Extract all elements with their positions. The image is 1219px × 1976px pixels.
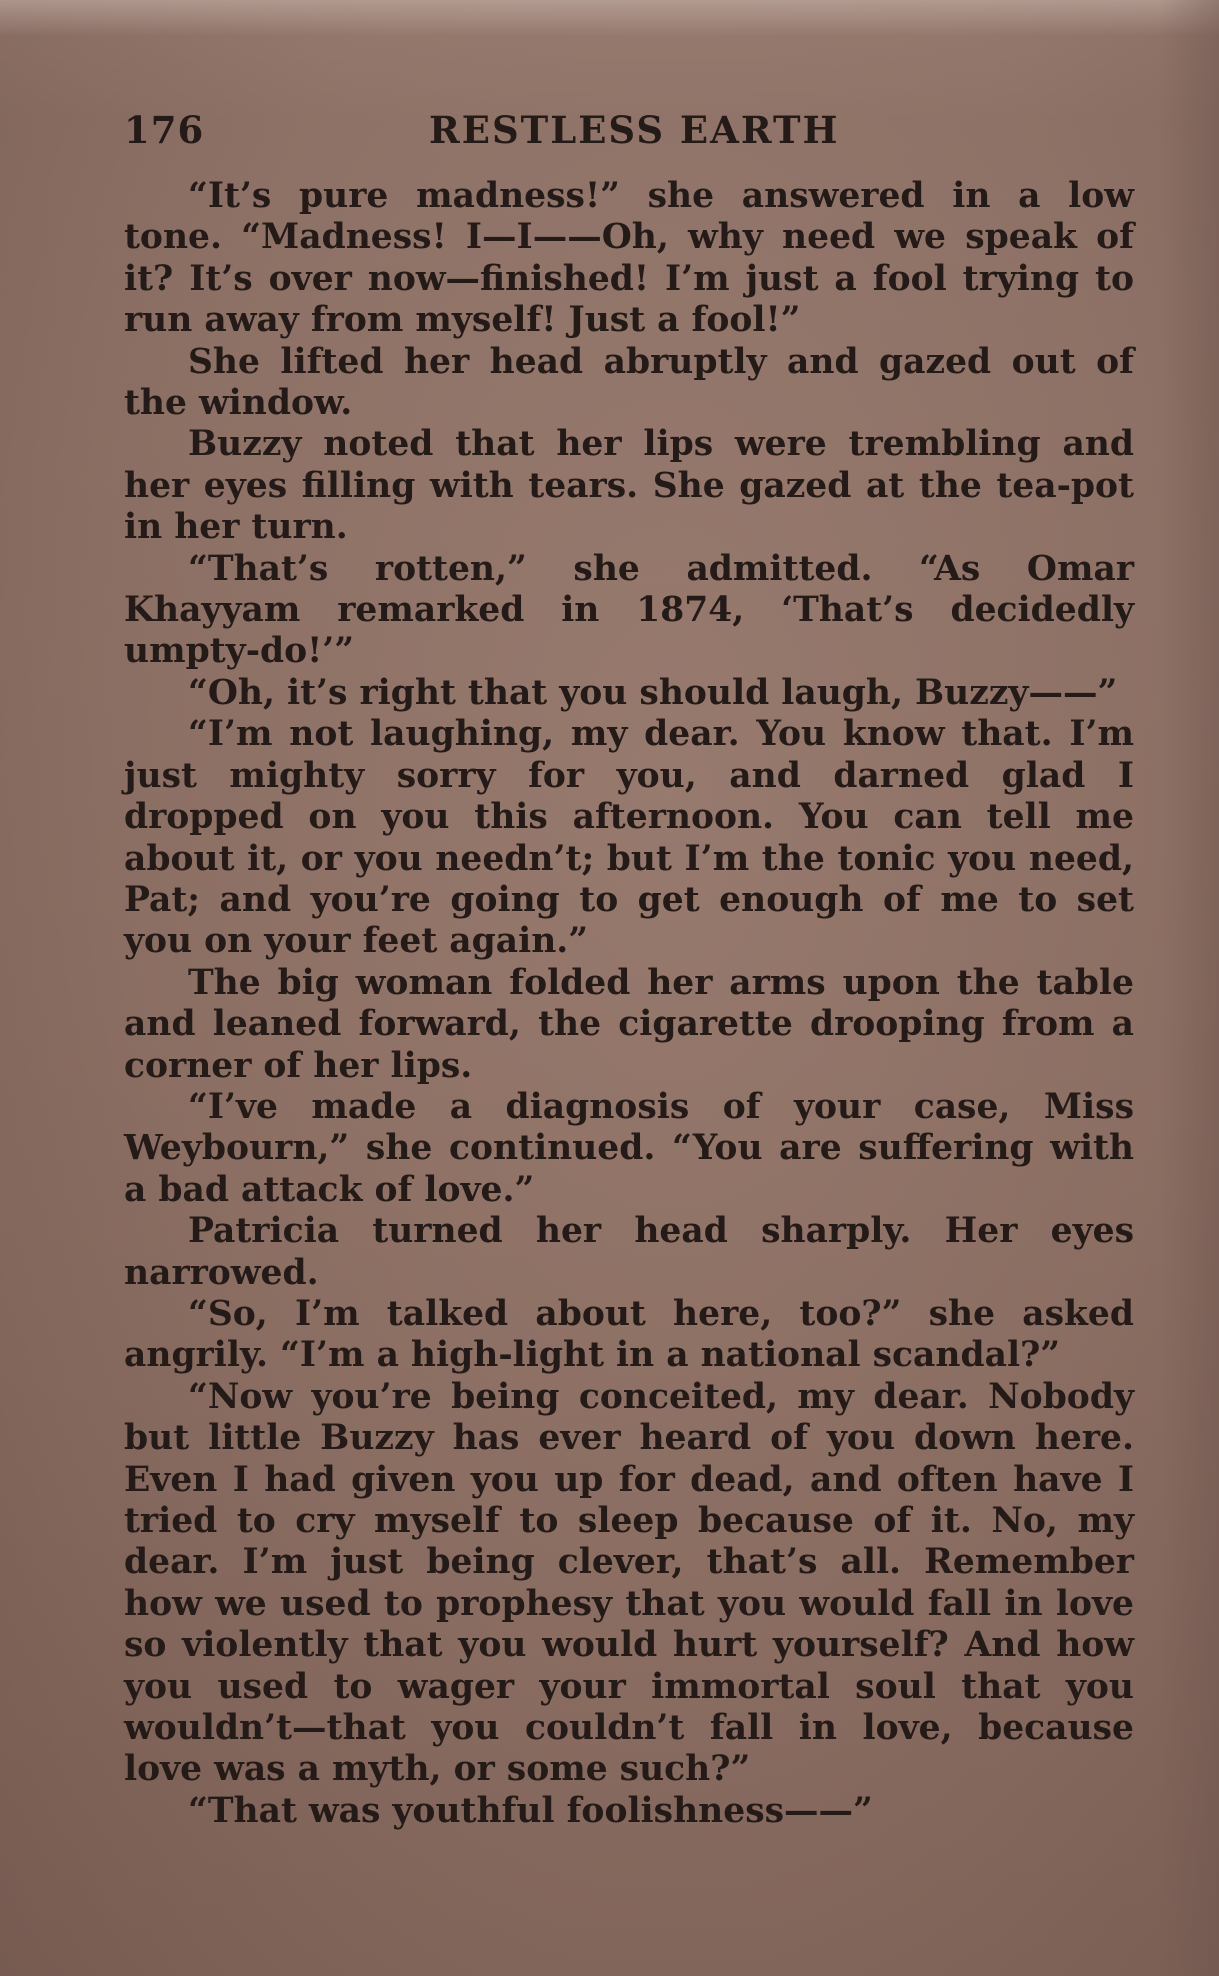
paragraph: Patricia turned her head sharply. Her eyes narrowed. — [124, 1211, 1134, 1293]
paragraph: The big woman folded her arms upon the table and leaned forward, the cigarette drooping from a corner of her lips. — [124, 962, 1134, 1086]
page-right-edge — [1159, 0, 1219, 1976]
paragraph: “Oh, it’s right that you should laugh, Buzzy——” — [188, 672, 1118, 713]
running-head: RESTLESS EARTH — [429, 108, 840, 152]
paragraph: She lifted her head abruptly and gazed out of the window. — [124, 341, 1134, 424]
page-top-edge — [0, 0, 1219, 36]
paragraph: “I’ve made a diagnosis of your case, Miss Weybourn,” she continued. “You are suffering with a bad attack of love.” — [124, 1086, 1134, 1210]
page-header — [124, 108, 1134, 168]
page-number: 176 — [124, 108, 205, 152]
body-text — [124, 176, 1134, 1832]
paragraph: “So, I’m talked about here, too?” she asked angrily. “I’m a high-light in a national scandal?” — [124, 1293, 1134, 1376]
paragraph: “I’m not laughing, my dear. You know that. I’m just mighty sorry for you, and darned glad I dropped on you this afternoon. You can tell me about it, or you needn’t; but I’m the tonic you need, Pat; and you’re going to get enough of me to set you on your feet again.” — [124, 714, 1134, 962]
paragraph: “That’s rotten,” she admitted. “As Omar Khayyam remarked in 1874, ‘That’s decidedly umpty-do!’” — [124, 548, 1134, 672]
paragraph: “It’s pure madness!” she answered in a low tone. “Madness! I—I——Oh, why need we speak of it? It’s over now—finished! I’m just a fool trying to run away from myself! Just a fool!” — [124, 176, 1134, 341]
paragraph: “That was youthful foolishness——” — [188, 1790, 873, 1831]
paragraph: “Now you’re being conceited, my dear. Nobody but little Buzzy has ever heard of you down here. Even I had given you up for dead, and often have I tried to cry myself to sleep because of it. No, my dear. I’m just being clever, that’s all. Remember how we used to prophesy that you would fall in love so violently that you would hurt yourself? And how you used to wager your immortal soul that you wouldn’t—that you couldn’t fall in love, because love was a myth, or some such?” — [124, 1376, 1134, 1790]
paragraph: Buzzy noted that her lips were trembling and her eyes filling with tears. She gazed at the tea-pot in her turn. — [124, 424, 1134, 548]
